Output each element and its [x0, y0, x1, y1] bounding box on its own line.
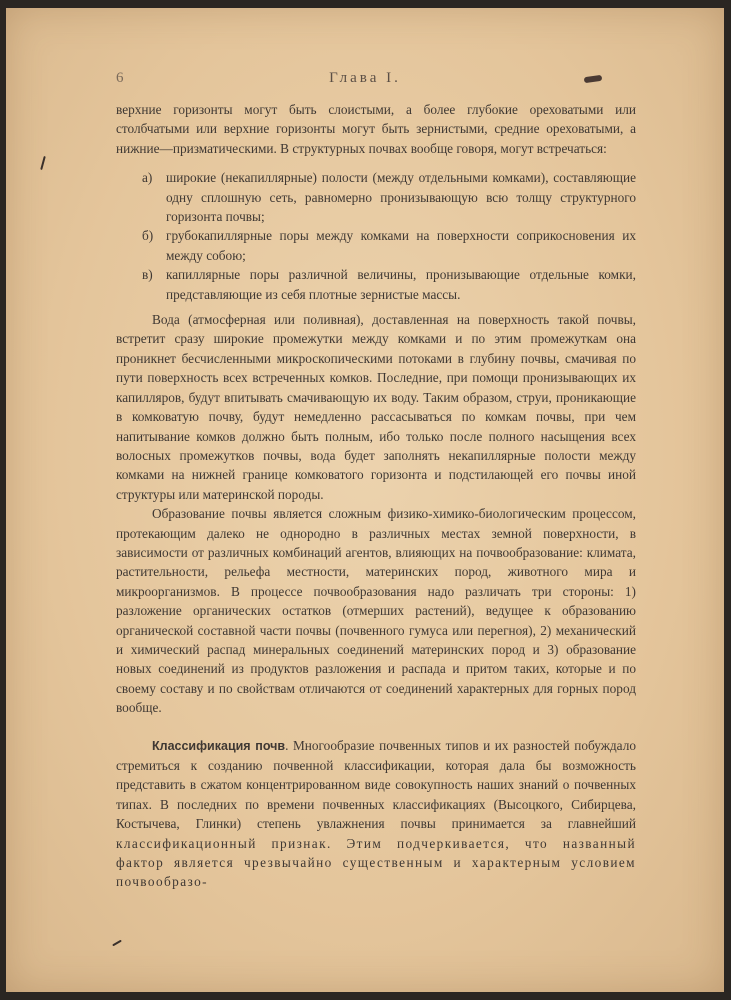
- list-item-text: широкие (некапиллярные) полости (между отдельными комками), составляющие одну сплошную сеть, равномерно пронизывающую всю толщу структурного горизонта почвы;: [166, 170, 636, 225]
- document-page: [6, 8, 724, 992]
- paragraph: Образование почвы является сложным физико-химико-биологическим процессом, протекающим далеко не однородно в различных местах земной поверхности, в зависимости от различных комбинаций агентов, влияющих на почвообразование: климата, растительности, рельефа местности, материнских пород, животного мира и микроорганизмов. В процессе почвообразования надо различать три стороны: 1) разложение органических остатков (отмерших растений), ведущее к образованию органической составной части почвы (почвенного гумуса или перегноя), 2) механический и химический распад минеральных соединений материнских пород и 3) образование новых соединений из продуктов разложения и распада и притом таких, которые и по своему составу и по свойствам отличаются от соединений характерных для горных пород вообще.: [116, 506, 636, 716]
- section-heading: Классификация почв: [152, 738, 286, 753]
- list-item: [124, 168, 636, 226]
- list-marker: в): [142, 267, 153, 283]
- paragraph: верхние горизонты могут быть слоистыми, а более глубокие ореховатыми или столбчатыми или верхние горизонты могут быть зернистыми, средние ореховатыми, а нижние—призматическими. В структурных почвах вообще говоря, могут встречаться:: [116, 102, 636, 156]
- paragraph-text-spaced: классификационный признак. Этим подчеркивается, что названный фактор является чрезвычайно существенным и характерным условием почвообразо-: [116, 835, 636, 890]
- margin-mark: [40, 156, 46, 170]
- body-text: [116, 100, 636, 892]
- page-number: 6: [116, 70, 125, 86]
- classification-paragraph: [116, 736, 636, 892]
- list-item-text: грубокапиллярные поры между комками на поверхности соприкосновения их между собою;: [166, 228, 636, 263]
- list-item-text: капиллярные поры различной величины, пронизывающие отдельные комки, представляющие из себя плотные зернистые массы.: [166, 267, 636, 302]
- list-marker: б): [142, 228, 154, 244]
- paragraph: Вода (атмосферная или поливная), доставленная на поверхность такой почвы, встретит сразу широкие промежутки между комками и по этим промежуткам она проникнет бесчисленными микроскопическими потоками в глубину почвы, смачивая по пути поверхность всех встреченных комков. Последние, при помощи пронизывающих их капилляров, будут впитывать смачивающую их воду. Таким образом, струи, проникающие в комковатую почву, будут немедленно рассасываться по комкам почвы, при чем напитывание комков должно быть полным, ибо только после полного насыщения всех волосных промежутков почвы, вода будет заполнять некапиллярные полости между комками на нижней границе комковатого горизонта и подстилающей его почвы иной структуры или материнской породы.: [116, 312, 636, 502]
- paragraph-text: . Многообразие почвенных типов и их разностей побуждало стремиться к созданию почвенной классификации, которая дала бы возможность представить в сжатом концентрированном виде совокупность наших знаний о почвенных типах. В последних по времени почвенных классификациях (Высоцкого, Сибирцева, Костычева, Глинки) степень увлажнения почвы принимается за главнейший: [116, 737, 636, 832]
- list-item: [124, 265, 636, 304]
- margin-mark: [112, 940, 122, 947]
- list-item: [124, 226, 636, 265]
- pore-list: [116, 168, 636, 304]
- running-head: Глава I.: [329, 70, 401, 86]
- list-marker: а): [142, 170, 153, 186]
